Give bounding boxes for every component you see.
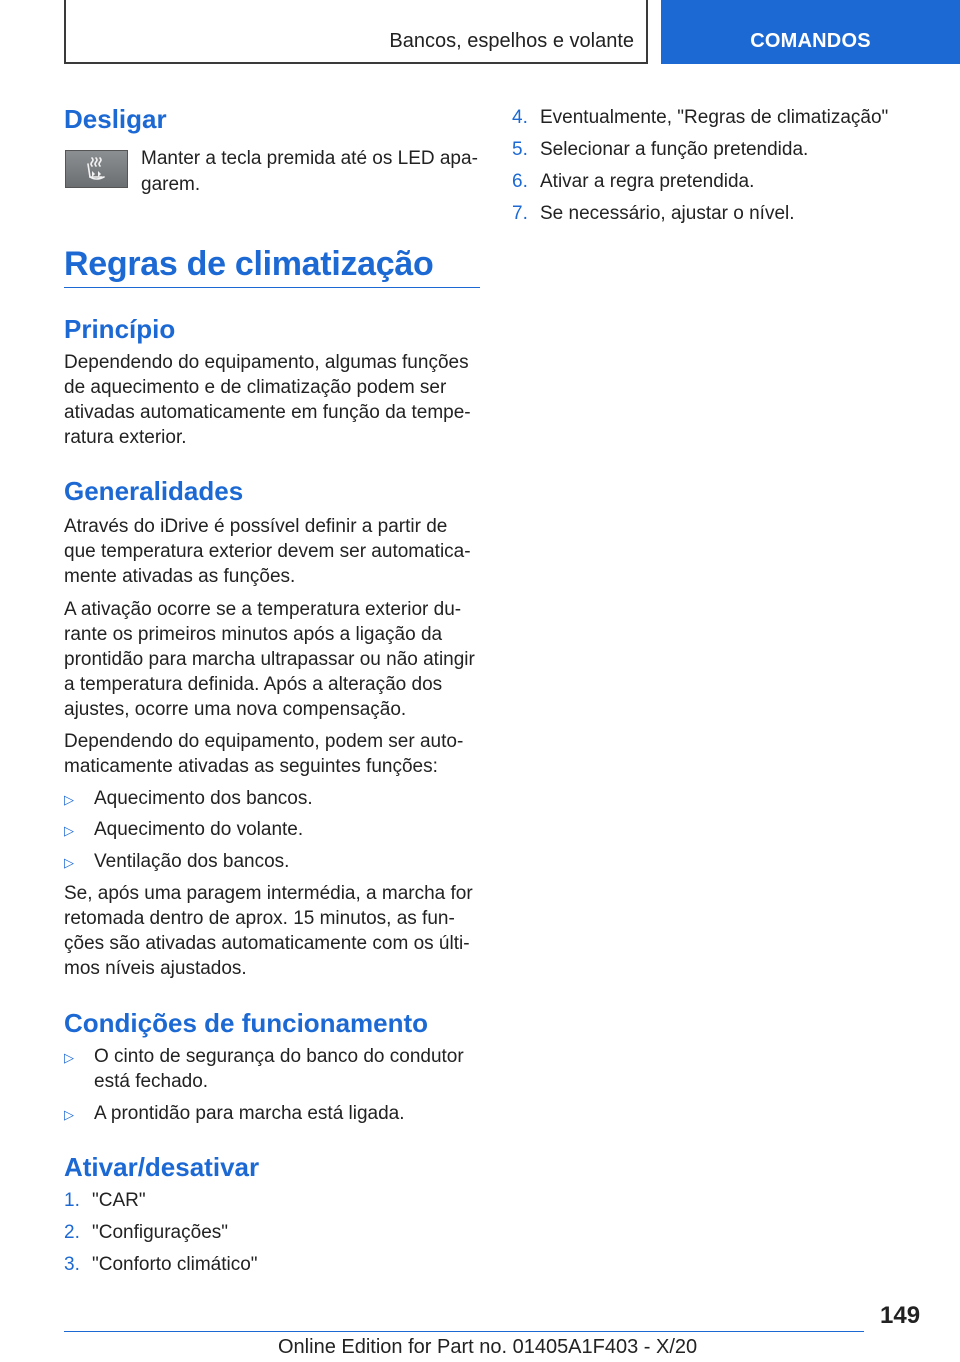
generalidades-p1-line: que temperatura exterior devem ser automatica- bbox=[64, 541, 471, 562]
section-title-rule bbox=[64, 287, 480, 288]
section-title: Regras de climatização bbox=[64, 245, 434, 283]
footer-edition: Online Edition for Part no. 01405A1F403 - X/20 bbox=[278, 1336, 698, 1358]
bullet-triangle-icon: ▷ bbox=[64, 1107, 74, 1122]
desligar-heading: Desligar bbox=[64, 104, 167, 134]
generalidades-heading: Generalidades bbox=[64, 476, 244, 506]
list-item-text: Aquecimento do volante. bbox=[94, 819, 304, 840]
generalidades-p2-line: rante os primeiros minutos após a ligação da bbox=[64, 624, 443, 645]
generalidades-p4-line: Se, após uma paragem intermédia, a marcha for bbox=[64, 883, 473, 904]
step-number: 3. bbox=[64, 1254, 80, 1275]
list-item-text: está fechado. bbox=[94, 1071, 209, 1092]
bullet-triangle-icon: ▷ bbox=[64, 1050, 74, 1065]
step-text: Eventualmente, "Regras de climatização" bbox=[540, 107, 889, 128]
generalidades-p2-line: ajustes, ocorre uma nova compensação. bbox=[64, 699, 407, 720]
step-number: 6. bbox=[512, 171, 528, 192]
bullet-triangle-icon: ▷ bbox=[64, 823, 74, 838]
generalidades-p3-line: Dependendo do equipamento, podem ser auto- bbox=[64, 731, 464, 752]
generalidades-p1-line: mente ativadas as funções. bbox=[64, 566, 296, 587]
generalidades-p2-line: prontidão para marcha ultrapassar ou não atingir bbox=[64, 649, 475, 670]
header-tab-comandos[interactable] bbox=[661, 0, 960, 64]
step-number: 7. bbox=[512, 203, 528, 224]
page-number: 149 bbox=[880, 1302, 921, 1329]
generalidades-p1-line: Através do iDrive é possível definir a partir de bbox=[64, 516, 448, 537]
list-item-text: Ventilação dos bancos. bbox=[94, 851, 290, 872]
generalidades-p2-line: a temperatura definida. Após a alteração dos bbox=[64, 674, 443, 695]
step-number: 1. bbox=[64, 1190, 80, 1211]
header-tab-label: COMANDOS bbox=[750, 30, 871, 52]
step-text: "CAR" bbox=[92, 1190, 146, 1211]
seat-heating-button-icon bbox=[65, 150, 128, 188]
bullet-triangle-icon: ▷ bbox=[64, 792, 74, 807]
header-section-title: Bancos, espelhos e volante bbox=[389, 30, 634, 52]
step-number: 5. bbox=[512, 139, 528, 160]
step-text: Se necessário, ajustar o nível. bbox=[540, 203, 795, 224]
principio-line: ativadas automaticamente em função da tempe- bbox=[64, 402, 471, 423]
list-item-text: A prontidão para marcha está ligada. bbox=[94, 1103, 405, 1124]
principio-line: de aquecimento e de climatização podem ser bbox=[64, 377, 447, 398]
principio-line: Dependendo do equipamento, algumas funções bbox=[64, 352, 469, 373]
list-item-text: O cinto de segurança do banco do condutor bbox=[94, 1046, 464, 1067]
step-text: Selecionar a função pretendida. bbox=[540, 139, 809, 160]
ativar-heading: Ativar/desativar bbox=[64, 1152, 260, 1182]
generalidades-p3-line: maticamente ativadas as seguintes funções: bbox=[64, 756, 438, 777]
step-text: "Configurações" bbox=[92, 1222, 229, 1243]
generalidades-p4-line: mos níveis ajustados. bbox=[64, 958, 247, 979]
generalidades-p4-line: retomada dentro de aprox. 15 minutos, as fun- bbox=[64, 908, 455, 929]
step-text: Ativar a regra pretendida. bbox=[540, 171, 755, 192]
list-item-text: Aquecimento dos bancos. bbox=[94, 788, 313, 809]
generalidades-p2-line: A ativação ocorre se a temperatura exterior du- bbox=[64, 599, 462, 620]
step-number: 2. bbox=[64, 1222, 80, 1243]
desligar-text-line2: garem. bbox=[141, 174, 201, 195]
header-section-box bbox=[64, 0, 648, 64]
generalidades-p4-line: ções são ativadas automaticamente com os últi- bbox=[64, 933, 470, 954]
footer-rule bbox=[64, 1331, 864, 1332]
desligar-text-line1: Manter a tecla premida até os LED apa- bbox=[141, 148, 478, 169]
bullet-triangle-icon: ▷ bbox=[64, 855, 74, 870]
principio-heading: Princípio bbox=[64, 314, 176, 344]
step-number: 4. bbox=[512, 107, 528, 128]
principio-line: ratura exterior. bbox=[64, 427, 187, 448]
condicoes-heading: Condições de funcionamento bbox=[64, 1008, 429, 1038]
step-text: "Conforto climático" bbox=[92, 1254, 258, 1275]
